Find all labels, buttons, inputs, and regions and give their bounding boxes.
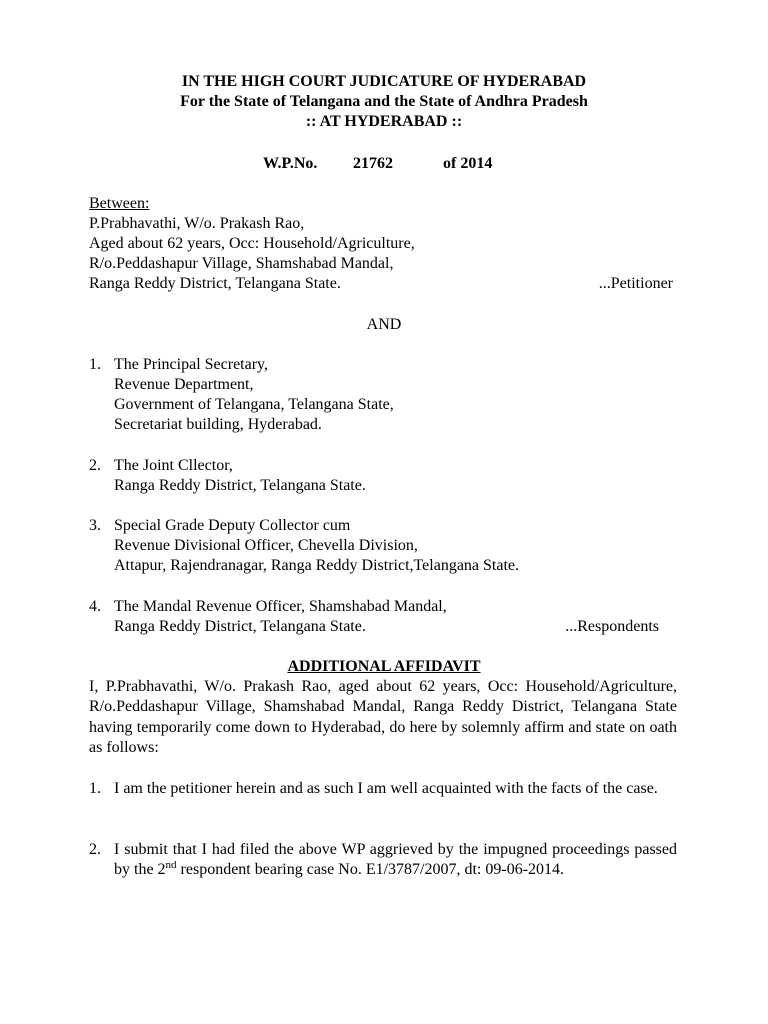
respondent-item <box>89 456 679 496</box>
respondent-line: The Joint Cllector, <box>114 457 233 474</box>
point-text-after: respondent bearing case No. E1/3787/2007, dt: 09-06-2014. <box>180 861 565 878</box>
respondent-number: 2. <box>89 457 101 474</box>
respondent-line: Attapur, Rajendranagar, Ranga Reddy District,Telangana State. <box>114 557 520 574</box>
respondent-line: The Mandal Revenue Officer, Shamshabad Mandal, <box>114 598 447 615</box>
petitioner-line-3: R/o.Peddashapur Village, Shamshabad Mandal, <box>89 255 394 272</box>
respondent-line: Revenue Department, <box>114 376 254 393</box>
respondent-number: 1. <box>89 356 101 373</box>
court-heading-line-3: :: AT HYDERABAD :: <box>305 113 463 130</box>
case-number <box>0 154 768 174</box>
respondent-line: Special Grade Deputy Collector cum <box>114 517 351 534</box>
court-heading <box>0 72 768 132</box>
between-label: Between: <box>89 195 150 212</box>
case-number-year: of 2014 <box>443 155 493 172</box>
respondent-line: Ranga Reddy District, Telangana State. <box>114 477 366 494</box>
point-number: 2. <box>89 841 101 858</box>
respondent-line: Revenue Divisional Officer, Chevella Division, <box>114 537 418 554</box>
case-number-value: 21762 <box>353 155 393 172</box>
affidavit-point <box>89 840 677 880</box>
respondent-number: 4. <box>89 598 101 615</box>
point-text: I am the petitioner herein and as such I am well acquainted with the facts of the case. <box>114 780 658 797</box>
ordinal: 2 <box>157 861 166 878</box>
petitioner-line-4: Ranga Reddy District, Telangana State. <box>89 275 341 292</box>
respondent-last-row <box>114 617 679 637</box>
petitioner-line-2: Aged about 62 years, Occ: Household/Agriculture, <box>89 235 415 252</box>
respondent-number: 3. <box>89 517 101 534</box>
case-number-prefix: W.P.No. <box>263 155 318 172</box>
and-separator: AND <box>366 316 402 333</box>
petitioner-last-row <box>89 274 679 294</box>
respondents-role: ...Respondents <box>565 618 659 635</box>
respondent-line: Government of Telangana, Telangana State, <box>114 396 394 413</box>
affidavit-point <box>89 779 677 799</box>
petitioner-line-1: P.Prabhavathi, W/o. Prakash Rao, <box>89 215 305 232</box>
respondent-line: Ranga Reddy District, Telangana State. <box>114 618 366 635</box>
respondents-list <box>89 355 679 645</box>
respondent-item <box>89 516 679 576</box>
respondent-line: The Principal Secretary, <box>114 356 269 373</box>
respondent-item <box>89 597 679 637</box>
petitioner-block <box>89 194 679 294</box>
point-text-before: I submit that I had filed the above WP aggrieved by the impugned proceedings passed by the <box>114 841 677 878</box>
affidavit-title: ADDITIONAL AFFIDAVIT <box>287 658 481 675</box>
point-number: 1. <box>89 780 101 797</box>
court-heading-line-1: IN THE HIGH COURT JUDICATURE OF HYDERABAD <box>181 73 587 90</box>
affidavit-intro: I, P.Prabhavathi, W/o. Prakash Rao, aged about 62 years, Occ: Household/Agriculture, R/o.Peddashapur Village, Shamshabad Mandal, Ranga Reddy District, Telangana State having temporarily come down to Hyderabad, do here by solemnly affirm and state on oath as follows: <box>89 678 677 756</box>
court-heading-line-2: For the State of Telangana and the State of Andhra Pradesh <box>180 93 588 110</box>
ordinal-suffix: nd <box>165 859 177 871</box>
respondent-line: Secretariat building, Hyderabad. <box>114 416 322 433</box>
petitioner-role: ...Petitioner <box>598 275 673 292</box>
point-text <box>114 840 677 880</box>
respondent-item <box>89 355 679 435</box>
